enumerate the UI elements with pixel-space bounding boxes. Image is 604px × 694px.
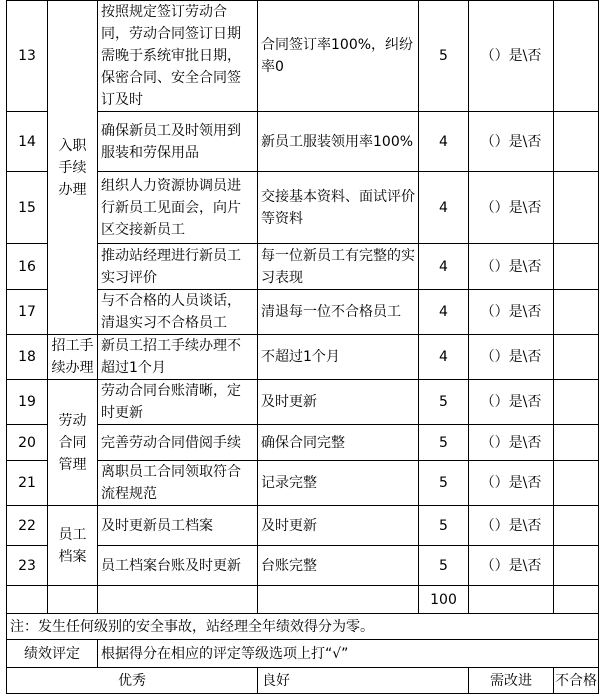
empty-cell[interactable] <box>554 244 599 290</box>
grades-row <box>7 668 599 694</box>
check-cell[interactable]: （）是\否 <box>469 546 554 586</box>
row-number: 17 <box>7 290 48 335</box>
empty-cell[interactable] <box>554 425 599 461</box>
grade-good[interactable]: 良好 <box>258 668 469 694</box>
empty-cell <box>554 586 599 614</box>
row-number: 22 <box>7 506 48 546</box>
standard-cell: 每一位新员工有完整的实习表现 <box>258 244 419 290</box>
score-cell: 4 <box>419 335 469 380</box>
row-number: 21 <box>7 461 48 506</box>
category-archive <box>48 506 98 586</box>
note-row <box>7 614 599 640</box>
standard-cell: 及时更新 <box>258 380 419 425</box>
empty-cell <box>98 586 258 614</box>
empty-cell[interactable] <box>554 380 599 425</box>
check-cell[interactable]: （）是\否 <box>469 335 554 380</box>
check-cell[interactable]: （）是\否 <box>469 172 554 244</box>
standard-cell: 合同签订率100%，纠纷率0 <box>258 1 419 112</box>
empty-cell[interactable] <box>554 290 599 335</box>
score-cell: 4 <box>419 290 469 335</box>
check-cell[interactable]: （）是\否 <box>469 506 554 546</box>
check-cell[interactable]: （）是\否 <box>469 1 554 112</box>
empty-cell <box>469 586 554 614</box>
standard-cell: 确保合同完整 <box>258 425 419 461</box>
category-label: 招工手续办理 <box>51 338 94 376</box>
check-cell[interactable]: （）是\否 <box>469 380 554 425</box>
check-cell[interactable]: （）是\否 <box>469 461 554 506</box>
check-cell[interactable]: （）是\否 <box>469 290 554 335</box>
score-cell: 4 <box>419 112 469 172</box>
row-number: 19 <box>7 380 48 425</box>
category-onboarding <box>48 1 98 335</box>
row-number: 15 <box>7 172 48 244</box>
empty-cell[interactable] <box>554 506 599 546</box>
table-row <box>7 335 599 380</box>
safety-note: 注：发生任何级别的安全事故，站经理全年绩效得分为零。 <box>7 614 599 640</box>
table-row <box>7 1 599 112</box>
performance-row <box>7 640 599 668</box>
standard-cell: 清退每一位不合格员工 <box>258 290 419 335</box>
empty-cell <box>7 586 48 614</box>
row-number: 18 <box>7 335 48 380</box>
standard-cell: 记录完整 <box>258 461 419 506</box>
task-cell: 推动站经理进行新员工实习评价 <box>98 244 258 290</box>
grade-excellent[interactable]: 优秀 <box>7 668 258 694</box>
empty-cell[interactable] <box>554 1 599 112</box>
task-cell: 劳动合同台账清晰，定时更新 <box>98 380 258 425</box>
kpi-table-sheet <box>6 0 598 689</box>
total-row <box>7 586 599 614</box>
standard-cell: 新员工服装领用率100% <box>258 112 419 172</box>
task-cell: 及时更新员工档案 <box>98 506 258 546</box>
total-score: 100 <box>419 586 469 614</box>
score-cell: 5 <box>419 546 469 586</box>
row-number: 14 <box>7 112 48 172</box>
empty-cell[interactable] <box>554 172 599 244</box>
category-recruit <box>48 335 98 380</box>
score-cell: 5 <box>419 425 469 461</box>
table-row <box>7 506 599 546</box>
performance-instruction: 根据得分在相应的评定等级选项上打“√” <box>98 640 599 668</box>
category-contract <box>48 380 98 506</box>
standard-cell: 台账完整 <box>258 546 419 586</box>
row-number: 20 <box>7 425 48 461</box>
grade-needs-improvement[interactable]: 需改进 <box>469 668 554 694</box>
table-row <box>7 380 599 425</box>
empty-cell[interactable] <box>554 546 599 586</box>
kpi-table <box>6 0 599 694</box>
task-cell: 新员工招工手续办理不超过1个月 <box>98 335 258 380</box>
performance-label: 绩效评定 <box>7 640 98 668</box>
score-cell: 5 <box>419 461 469 506</box>
grade-unqualified[interactable]: 不合格 <box>554 668 599 694</box>
score-cell: 5 <box>419 1 469 112</box>
row-number: 23 <box>7 546 48 586</box>
score-cell: 4 <box>419 244 469 290</box>
empty-cell[interactable] <box>554 335 599 380</box>
task-cell: 与不合格的人员谈话，清退实习不合格员工 <box>98 290 258 335</box>
score-cell: 4 <box>419 172 469 244</box>
standard-cell: 交接基本资料、面试评价等资料 <box>258 172 419 244</box>
standard-cell: 不超过1个月 <box>258 335 419 380</box>
empty-cell[interactable] <box>554 112 599 172</box>
task-cell: 离职员工合同领取符合流程规范 <box>98 461 258 506</box>
standard-cell: 及时更新 <box>258 506 419 546</box>
category-label: 员工档案 <box>58 526 87 565</box>
task-cell: 组织人力资源协调员进行新员工见面会，向片区交接新员工 <box>98 172 258 244</box>
check-cell[interactable]: （）是\否 <box>469 244 554 290</box>
empty-cell <box>258 586 419 614</box>
row-number: 16 <box>7 244 48 290</box>
row-number: 13 <box>7 1 48 112</box>
category-label: 入职手续办理 <box>58 137 87 198</box>
empty-cell <box>48 586 98 614</box>
score-cell: 5 <box>419 380 469 425</box>
empty-cell[interactable] <box>554 461 599 506</box>
task-cell: 完善劳动合同借阅手续 <box>98 425 258 461</box>
task-cell: 按照规定签订劳动合同，劳动合同签订日期需晚于系统审批日期，保密合同、安全合同签订及时 <box>98 1 258 112</box>
task-cell: 确保新员工及时领用到服装和劳保用品 <box>98 112 258 172</box>
category-label: 劳动合同管理 <box>58 412 87 473</box>
task-cell: 员工档案台账及时更新 <box>98 546 258 586</box>
score-cell: 5 <box>419 506 469 546</box>
check-cell[interactable]: （）是\否 <box>469 112 554 172</box>
check-cell[interactable]: （）是\否 <box>469 425 554 461</box>
